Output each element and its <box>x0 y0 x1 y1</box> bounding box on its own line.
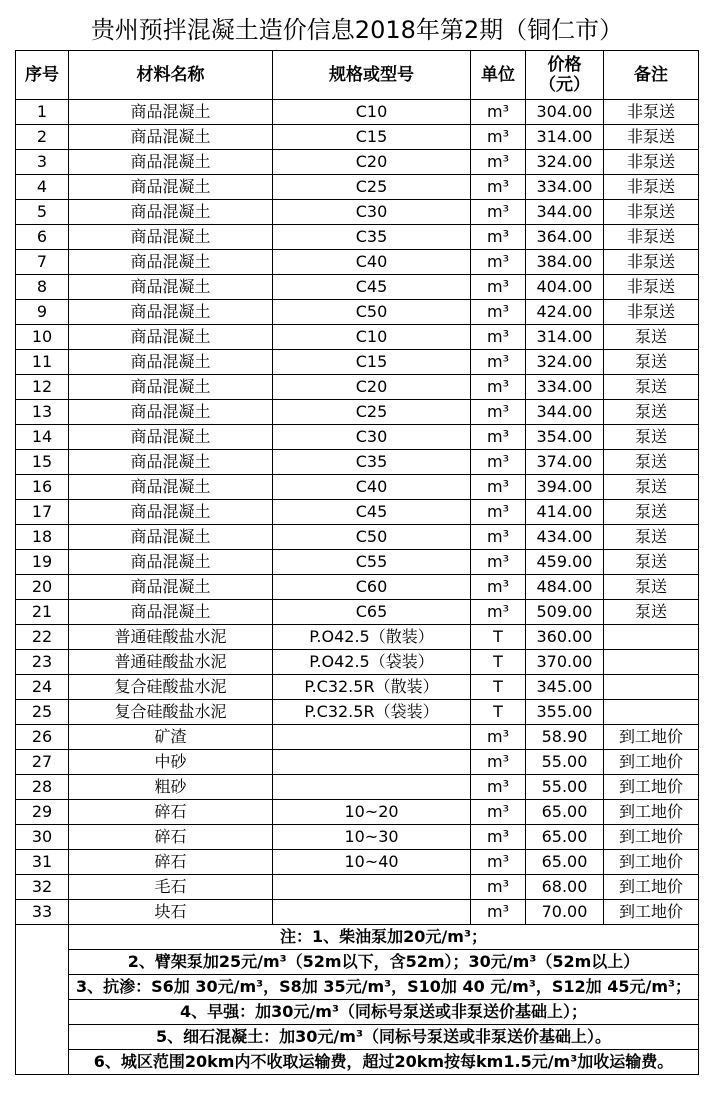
cell-unit: m³ <box>471 425 526 450</box>
cell-name: 商品混凝土 <box>69 475 273 500</box>
table-row <box>16 225 699 250</box>
table-row <box>16 275 699 300</box>
cell-spec: C20 <box>273 150 471 175</box>
table-row <box>16 550 699 575</box>
cell-spec: C45 <box>273 500 471 525</box>
cell-seq: 13 <box>16 400 69 425</box>
cell-name: 商品混凝土 <box>69 200 273 225</box>
cell-unit: m³ <box>471 575 526 600</box>
cell-spec: C65 <box>273 600 471 625</box>
cell-name: 商品混凝土 <box>69 375 273 400</box>
cell-unit: m³ <box>471 800 526 825</box>
cell-price: 404.00 <box>526 275 604 300</box>
cell-remark: 到工地价 <box>604 800 699 825</box>
note-row <box>16 1000 699 1025</box>
table-row <box>16 875 699 900</box>
cell-remark <box>604 650 699 675</box>
cell-seq: 1 <box>16 100 69 125</box>
cell-name: 商品混凝土 <box>69 125 273 150</box>
cell-unit: m³ <box>471 550 526 575</box>
cell-name: 复合硅酸盐水泥 <box>69 700 273 725</box>
cell-seq: 22 <box>16 625 69 650</box>
cell-name: 普通硅酸盐水泥 <box>69 650 273 675</box>
cell-unit: m³ <box>471 600 526 625</box>
cell-price: 55.00 <box>526 750 604 775</box>
table-row <box>16 150 699 175</box>
cell-spec: C30 <box>273 425 471 450</box>
cell-unit: m³ <box>471 150 526 175</box>
cell-remark: 泵送 <box>604 400 699 425</box>
cell-remark: 非泵送 <box>604 225 699 250</box>
cell-spec: C45 <box>273 275 471 300</box>
cell-price: 414.00 <box>526 500 604 525</box>
cell-price: 334.00 <box>526 375 604 400</box>
cell-spec: C50 <box>273 300 471 325</box>
cell-unit: m³ <box>471 175 526 200</box>
cell-name: 复合硅酸盐水泥 <box>69 675 273 700</box>
header-unit: 单位 <box>471 51 526 100</box>
cell-spec: P.C32.5R（散装） <box>273 675 471 700</box>
cell-price: 374.00 <box>526 450 604 475</box>
header-price-line2: （元） <box>539 75 590 95</box>
cell-spec <box>273 725 471 750</box>
cell-seq: 24 <box>16 675 69 700</box>
cell-unit: m³ <box>471 225 526 250</box>
table-header-row <box>16 51 699 100</box>
cell-name: 商品混凝土 <box>69 450 273 475</box>
cell-seq: 32 <box>16 875 69 900</box>
cell-unit: m³ <box>471 500 526 525</box>
table-row <box>16 725 699 750</box>
cell-unit: m³ <box>471 725 526 750</box>
cell-spec <box>273 900 471 925</box>
table-row <box>16 500 699 525</box>
cell-spec: C10 <box>273 325 471 350</box>
cell-seq: 19 <box>16 550 69 575</box>
cell-seq: 21 <box>16 600 69 625</box>
cell-price: 65.00 <box>526 800 604 825</box>
cell-remark: 非泵送 <box>604 300 699 325</box>
cell-seq: 18 <box>16 525 69 550</box>
cell-price: 58.90 <box>526 725 604 750</box>
cell-unit: m³ <box>471 750 526 775</box>
cell-remark: 泵送 <box>604 550 699 575</box>
cell-unit: T <box>471 700 526 725</box>
cell-remark: 非泵送 <box>604 175 699 200</box>
note-row <box>16 925 699 950</box>
cell-seq: 28 <box>16 775 69 800</box>
cell-remark: 到工地价 <box>604 850 699 875</box>
cell-unit: m³ <box>471 325 526 350</box>
cell-remark: 到工地价 <box>604 750 699 775</box>
cell-seq: 31 <box>16 850 69 875</box>
cell-price: 459.00 <box>526 550 604 575</box>
cell-name: 商品混凝土 <box>69 100 273 125</box>
cell-unit: m³ <box>471 775 526 800</box>
cell-price: 304.00 <box>526 100 604 125</box>
cell-spec: C30 <box>273 200 471 225</box>
note-2: 2、臂架泵加25元/m³（52m以下，含52m）；30元/m³（52m以上） <box>69 950 699 975</box>
cell-seq: 29 <box>16 800 69 825</box>
cell-spec: C60 <box>273 575 471 600</box>
cell-unit: m³ <box>471 200 526 225</box>
note-row <box>16 975 699 1000</box>
header-spec: 规格或型号 <box>273 51 471 100</box>
table-row <box>16 450 699 475</box>
table-row <box>16 125 699 150</box>
table-row <box>16 700 699 725</box>
note-5: 5、细石混凝土：加30元/m³（同标号泵送或非泵送价基础上）。 <box>69 1025 699 1050</box>
table-row <box>16 400 699 425</box>
cell-unit: m³ <box>471 250 526 275</box>
cell-name: 商品混凝土 <box>69 175 273 200</box>
cell-seq: 16 <box>16 475 69 500</box>
cell-remark: 泵送 <box>604 425 699 450</box>
cell-unit: m³ <box>471 100 526 125</box>
table-row <box>16 750 699 775</box>
cell-spec: C40 <box>273 475 471 500</box>
cell-seq: 2 <box>16 125 69 150</box>
table-body <box>16 100 699 925</box>
table-row <box>16 900 699 925</box>
cell-spec: C25 <box>273 175 471 200</box>
cell-name: 商品混凝土 <box>69 425 273 450</box>
cell-seq: 10 <box>16 325 69 350</box>
cell-unit: T <box>471 675 526 700</box>
note-3: 3、抗渗：S6加 30元/m³，S8加 35元/m³，S10加 40 元/m³，S12加 45元/m³； <box>69 975 699 1000</box>
cell-spec: 10~40 <box>273 850 471 875</box>
cell-price: 324.00 <box>526 350 604 375</box>
cell-price: 324.00 <box>526 150 604 175</box>
cell-unit: T <box>471 650 526 675</box>
cell-spec: C10 <box>273 100 471 125</box>
cell-spec: P.O42.5（散装） <box>273 625 471 650</box>
note-row <box>16 950 699 975</box>
cell-remark: 到工地价 <box>604 875 699 900</box>
note-row <box>16 1025 699 1050</box>
cell-seq: 27 <box>16 750 69 775</box>
cell-spec: 10~30 <box>273 825 471 850</box>
table-row <box>16 600 699 625</box>
cell-price: 68.00 <box>526 875 604 900</box>
cell-unit: m³ <box>471 475 526 500</box>
cell-remark: 泵送 <box>604 475 699 500</box>
note-6: 6、城区范围20km内不收取运输费，超过20km按每km1.5元/m³加收运输费。 <box>69 1050 699 1075</box>
cell-price: 384.00 <box>526 250 604 275</box>
cell-remark: 泵送 <box>604 575 699 600</box>
cell-remark <box>604 625 699 650</box>
cell-price: 314.00 <box>526 125 604 150</box>
cell-price: 424.00 <box>526 300 604 325</box>
cell-remark: 泵送 <box>604 325 699 350</box>
cell-unit: T <box>471 625 526 650</box>
cell-name: 商品混凝土 <box>69 250 273 275</box>
notes-blank-cell <box>16 925 69 1075</box>
cell-seq: 15 <box>16 450 69 475</box>
cell-price: 364.00 <box>526 225 604 250</box>
cell-name: 商品混凝土 <box>69 150 273 175</box>
cell-seq: 14 <box>16 425 69 450</box>
cell-unit: m³ <box>471 350 526 375</box>
cell-seq: 33 <box>16 900 69 925</box>
cell-name: 商品混凝土 <box>69 575 273 600</box>
cell-unit: m³ <box>471 400 526 425</box>
cell-name: 商品混凝土 <box>69 325 273 350</box>
cell-name: 商品混凝土 <box>69 500 273 525</box>
cell-remark: 非泵送 <box>604 275 699 300</box>
cell-name: 粗砂 <box>69 775 273 800</box>
cell-price: 70.00 <box>526 900 604 925</box>
cell-spec: C25 <box>273 400 471 425</box>
cell-price: 370.00 <box>526 650 604 675</box>
cell-name: 商品混凝土 <box>69 350 273 375</box>
cell-spec: C15 <box>273 350 471 375</box>
cell-unit: m³ <box>471 825 526 850</box>
cell-remark: 泵送 <box>604 375 699 400</box>
cell-seq: 30 <box>16 825 69 850</box>
table-row <box>16 675 699 700</box>
cell-spec: 10~20 <box>273 800 471 825</box>
cell-remark: 到工地价 <box>604 725 699 750</box>
cell-name: 碎石 <box>69 800 273 825</box>
header-price <box>526 51 604 100</box>
cell-remark: 泵送 <box>604 500 699 525</box>
page-title: 贵州预拌混凝土造价信息2018年第2期（铜仁市） <box>90 16 624 44</box>
cell-remark: 非泵送 <box>604 200 699 225</box>
cell-price: 484.00 <box>526 575 604 600</box>
cell-spec <box>273 750 471 775</box>
cell-spec: C40 <box>273 250 471 275</box>
cell-name: 商品混凝土 <box>69 600 273 625</box>
cell-spec: P.C32.5R（袋装） <box>273 700 471 725</box>
cell-name: 商品混凝土 <box>69 525 273 550</box>
note-row <box>16 1050 699 1075</box>
header-name: 材料名称 <box>69 51 273 100</box>
cell-spec: C35 <box>273 225 471 250</box>
cell-remark: 非泵送 <box>604 125 699 150</box>
cell-remark: 到工地价 <box>604 825 699 850</box>
cell-price: 344.00 <box>526 200 604 225</box>
table-row <box>16 525 699 550</box>
notes-body <box>16 925 699 1075</box>
table-row <box>16 625 699 650</box>
cell-seq: 6 <box>16 225 69 250</box>
cell-remark: 泵送 <box>604 600 699 625</box>
cell-unit: m³ <box>471 375 526 400</box>
cell-unit: m³ <box>471 125 526 150</box>
table-row <box>16 300 699 325</box>
cell-price: 509.00 <box>526 600 604 625</box>
cell-name: 商品混凝土 <box>69 300 273 325</box>
cell-unit: m³ <box>471 450 526 475</box>
header-seq: 序号 <box>16 51 69 100</box>
cell-seq: 23 <box>16 650 69 675</box>
cell-spec <box>273 775 471 800</box>
cell-remark: 非泵送 <box>604 250 699 275</box>
cell-spec <box>273 875 471 900</box>
table-row <box>16 325 699 350</box>
table-row <box>16 200 699 225</box>
cell-price: 55.00 <box>526 775 604 800</box>
cell-unit: m³ <box>471 875 526 900</box>
cell-name: 商品混凝土 <box>69 550 273 575</box>
cell-name: 商品混凝土 <box>69 225 273 250</box>
cell-spec: P.O42.5（袋装） <box>273 650 471 675</box>
cell-remark: 泵送 <box>604 450 699 475</box>
cell-seq: 5 <box>16 200 69 225</box>
cell-price: 360.00 <box>526 625 604 650</box>
header-remark: 备注 <box>604 51 699 100</box>
cell-remark <box>604 675 699 700</box>
cell-seq: 8 <box>16 275 69 300</box>
cell-remark <box>604 700 699 725</box>
cell-unit: m³ <box>471 275 526 300</box>
cell-price: 344.00 <box>526 400 604 425</box>
cell-seq: 26 <box>16 725 69 750</box>
table-row <box>16 475 699 500</box>
table-row <box>16 375 699 400</box>
cell-price: 354.00 <box>526 425 604 450</box>
price-table <box>15 50 699 1075</box>
table-row <box>16 825 699 850</box>
cell-price: 355.00 <box>526 700 604 725</box>
table-row <box>16 575 699 600</box>
cell-remark: 非泵送 <box>604 150 699 175</box>
cell-unit: m³ <box>471 525 526 550</box>
header-price-line1: 价格 <box>547 55 582 75</box>
cell-seq: 7 <box>16 250 69 275</box>
cell-price: 434.00 <box>526 525 604 550</box>
cell-unit: m³ <box>471 900 526 925</box>
cell-name: 块石 <box>69 900 273 925</box>
cell-seq: 4 <box>16 175 69 200</box>
cell-seq: 9 <box>16 300 69 325</box>
cell-price: 314.00 <box>526 325 604 350</box>
cell-remark: 到工地价 <box>604 775 699 800</box>
cell-spec: C50 <box>273 525 471 550</box>
table-row <box>16 350 699 375</box>
cell-name: 普通硅酸盐水泥 <box>69 625 273 650</box>
cell-name: 中砂 <box>69 750 273 775</box>
cell-seq: 17 <box>16 500 69 525</box>
cell-spec: C55 <box>273 550 471 575</box>
cell-price: 334.00 <box>526 175 604 200</box>
table-row <box>16 775 699 800</box>
cell-name: 商品混凝土 <box>69 400 273 425</box>
cell-spec: C35 <box>273 450 471 475</box>
cell-name: 碎石 <box>69 825 273 850</box>
note-4: 4、早强：加30元/m³（同标号泵送或非泵送价基础上）； <box>69 1000 699 1025</box>
cell-price: 65.00 <box>526 850 604 875</box>
cell-name: 矿渣 <box>69 725 273 750</box>
table-row <box>16 250 699 275</box>
cell-seq: 25 <box>16 700 69 725</box>
table-row <box>16 800 699 825</box>
table-row <box>16 100 699 125</box>
cell-spec: C20 <box>273 375 471 400</box>
cell-name: 商品混凝土 <box>69 275 273 300</box>
cell-seq: 11 <box>16 350 69 375</box>
cell-price: 65.00 <box>526 825 604 850</box>
note-1: 注：1、柴油泵加20元/m³； <box>69 925 699 950</box>
table-row <box>16 650 699 675</box>
cell-remark: 泵送 <box>604 350 699 375</box>
cell-name: 毛石 <box>69 875 273 900</box>
table-row <box>16 175 699 200</box>
cell-unit: m³ <box>471 850 526 875</box>
cell-name: 碎石 <box>69 850 273 875</box>
cell-remark: 到工地价 <box>604 900 699 925</box>
cell-seq: 3 <box>16 150 69 175</box>
cell-spec: C15 <box>273 125 471 150</box>
table-row <box>16 850 699 875</box>
cell-remark: 非泵送 <box>604 100 699 125</box>
cell-price: 345.00 <box>526 675 604 700</box>
cell-seq: 20 <box>16 575 69 600</box>
cell-remark: 泵送 <box>604 525 699 550</box>
cell-price: 394.00 <box>526 475 604 500</box>
cell-seq: 12 <box>16 375 69 400</box>
cell-unit: m³ <box>471 300 526 325</box>
table-row <box>16 425 699 450</box>
